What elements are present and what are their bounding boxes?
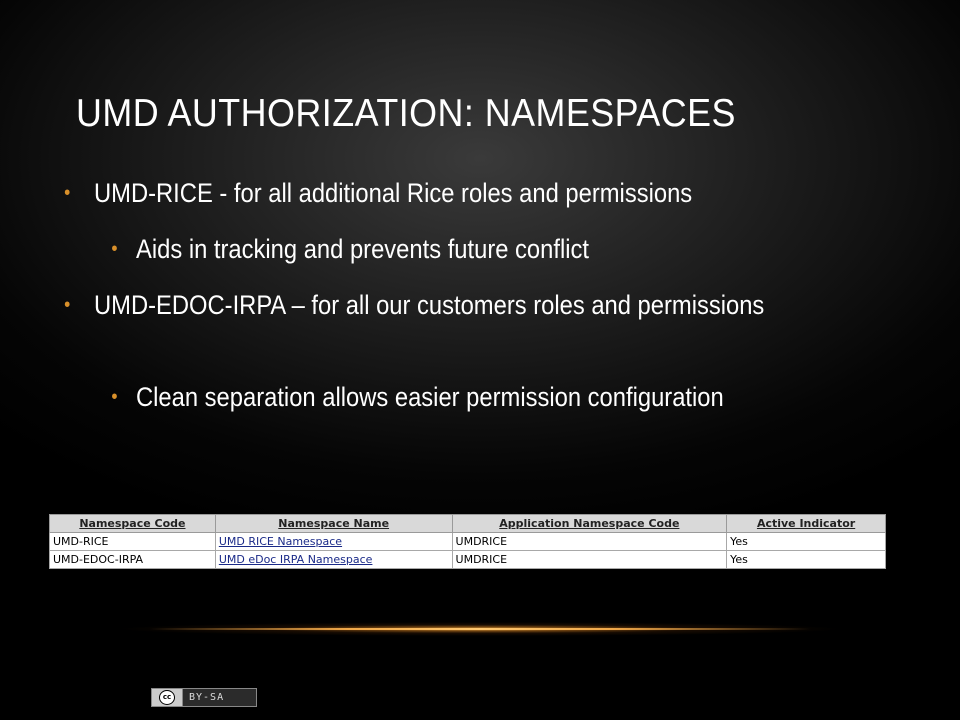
cell-namespace-code: UMD-EDOC-IRPA [50, 551, 216, 569]
bullet-text: Aids in tracking and prevents future conflict [136, 234, 590, 264]
bullet-text: UMD-RICE - for all additional Rice roles and permissions [94, 178, 693, 208]
bullet-text: Clean separation allows easier permission configuration [136, 382, 724, 412]
cell-active-indicator: Yes [727, 551, 886, 569]
bullet-item [64, 177, 868, 209]
namespace-table [49, 514, 886, 569]
header-namespace-code[interactable]: Namespace Code [50, 515, 216, 533]
namespace-name-link[interactable]: UMD eDoc IRPA Namespace [215, 551, 452, 569]
cell-application-namespace-code: UMDRICE [452, 551, 727, 569]
cell-application-namespace-code: UMDRICE [452, 533, 727, 551]
bullet-item [111, 381, 928, 413]
bullet-item [64, 289, 868, 321]
decorative-divider [150, 628, 810, 630]
cell-namespace-code: UMD-RICE [50, 533, 216, 551]
slide-title: UMD AUTHORIZATION: NAMESPACES [76, 92, 736, 135]
license-badge[interactable] [151, 688, 257, 707]
table-header-row [50, 515, 886, 533]
namespace-name-link[interactable]: UMD RICE Namespace [215, 533, 452, 551]
bullet-icon: • [64, 294, 71, 316]
license-label: BY-SA [189, 692, 225, 703]
bullet-item [111, 233, 805, 265]
cell-active-indicator: Yes [727, 533, 886, 551]
cc-icon-text: cc [159, 690, 175, 705]
bullet-text: UMD-EDOC-IRPA – for all our customers roles and permissions [94, 290, 765, 320]
bullet-icon: • [111, 386, 118, 408]
header-application-namespace-code[interactable]: Application Namespace Code [452, 515, 727, 533]
header-namespace-name[interactable]: Namespace Name [215, 515, 452, 533]
header-active-indicator[interactable]: Active Indicator [727, 515, 886, 533]
creative-commons-icon [152, 689, 183, 706]
table-row [50, 551, 886, 569]
table-row [50, 533, 886, 551]
bullet-icon: • [111, 238, 118, 260]
bullet-icon: • [64, 182, 71, 204]
